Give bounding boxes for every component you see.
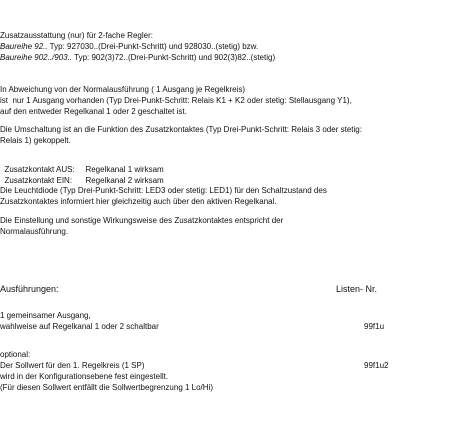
paragraph-line: Die Leuchtdiode (Typ Drei-Punkt-Schritt: LED3 oder stetig: LED1) für den Schaltzustand des	[0, 186, 327, 195]
table-row-line: wird in der Konfigurationsebene fest eingestellt.	[0, 372, 169, 381]
contact-label: Zusatzkontakt AUS:	[4, 165, 75, 174]
paragraph-line: ist nur 1 Ausgang vorhanden (Typ Drei-Punkt-Schritt: Relais K1 + K2 oder stetig: Stellausgang Y1),	[0, 96, 352, 105]
paragraph-line: Zusatzkontaktes informiert hier gleichzeitig auch über den aktiven Regelkanal.	[0, 197, 277, 206]
paragraph-line: auf den entweder Regelkanal 1 oder 2 geschaltet ist.	[0, 107, 187, 116]
series-name: Baureihe 902../903..	[0, 53, 73, 62]
paragraph-line: Relais 1) gekoppelt.	[0, 136, 71, 145]
table-row-line: Der Sollwert für den 1. Regelkreis (1 SP)	[0, 361, 145, 370]
table-heading-left: Ausführungen:	[0, 284, 59, 294]
list-number: 99f1u2	[364, 361, 389, 370]
table-row-line: 1 gemeinsamer Ausgang,	[0, 311, 91, 320]
paragraph-line: In Abweichung von der Normalausführung ( 1 Ausgang je Regelkreis)	[0, 85, 246, 94]
table-row-line: wahlweise auf Regelkanal 1 oder 2 schaltbar	[0, 322, 159, 331]
series-line-2	[0, 53, 275, 63]
section1-title: Zusatzausstattung (nur) für 2-fache Regler:	[0, 31, 153, 40]
table-row-line: (Für diesen Sollwert entfällt die Sollwertbegrenzung 1 Lo/Hi)	[0, 383, 213, 392]
contact-label: Zusatzkontakt EIN:	[4, 176, 73, 185]
series-line-1	[0, 42, 258, 52]
list-number: 99f1u	[364, 322, 385, 331]
paragraph-line: Die Umschaltung ist an die Funktion des Zusatzkontaktes (Typ Drei-Punkt-Schritt: Relais 3 oder stetig:	[0, 125, 362, 134]
table-heading-right: Listen- Nr.	[336, 284, 378, 294]
paragraph-line: Die Einstellung und sonstige Wirkungsweise des Zusatzkontaktes entspricht der	[0, 216, 284, 225]
contact-value: Regelkanal 2 wirksam	[85, 176, 164, 185]
table-row-line: optional:	[0, 350, 31, 359]
contact-value: Regelkanal 1 wirksam	[85, 165, 164, 174]
series-type: Typ: 927030..(Drei-Punkt-Schritt) und 928030..(stetig) bzw.	[47, 42, 259, 51]
paragraph-line: Normalausführung.	[0, 227, 69, 236]
contact-row	[0, 166, 164, 186]
series-name: Baureihe 92..	[0, 42, 48, 51]
series-type: Typ: 902(3)72..(Drei-Punkt-Schritt) und 902(3)82..(stetig)	[72, 53, 276, 62]
